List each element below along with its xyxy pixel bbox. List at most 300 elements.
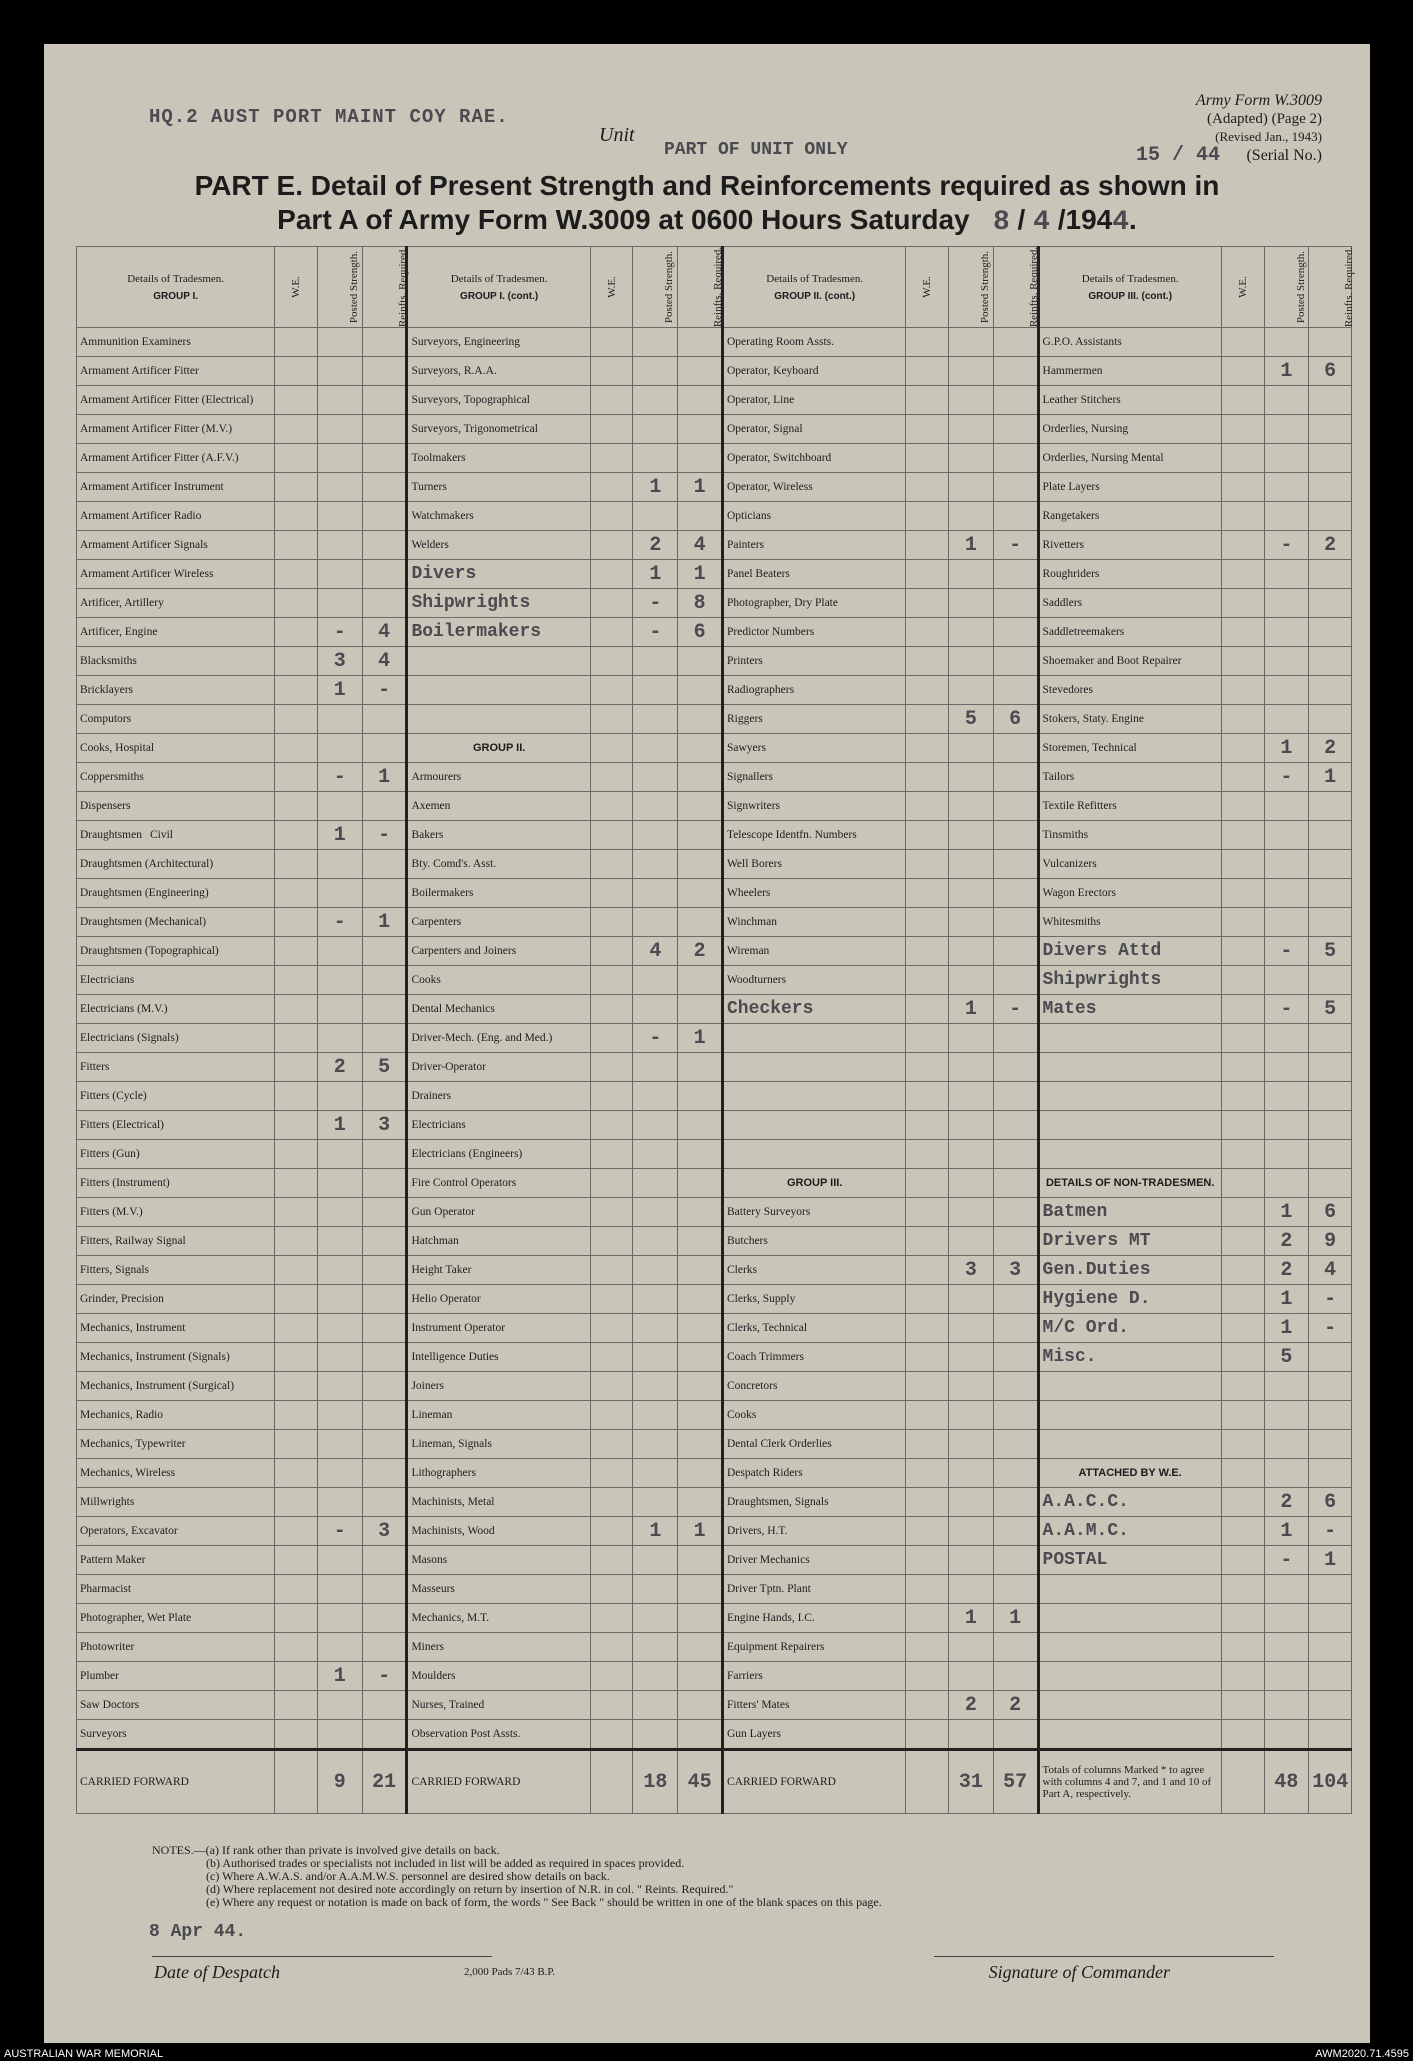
posted-cell bbox=[948, 1546, 993, 1575]
trade-name-c4: Divers Attd bbox=[1038, 937, 1221, 966]
posted-cell bbox=[948, 589, 993, 618]
we-cell bbox=[906, 1140, 949, 1169]
we-cell bbox=[1221, 879, 1264, 908]
trade-name-c2: Carpenters bbox=[407, 908, 590, 937]
posted-cell bbox=[1264, 1111, 1309, 1140]
posted-cell: - bbox=[1264, 937, 1309, 966]
we-cell bbox=[590, 1401, 633, 1430]
cf-g3-posted: 31 bbox=[948, 1750, 993, 1814]
posted-cell bbox=[317, 560, 362, 589]
reinf-cell bbox=[1309, 1459, 1352, 1488]
we-cell bbox=[906, 908, 949, 937]
reinf-cell: 6 bbox=[678, 618, 723, 647]
posted-cell bbox=[633, 502, 678, 531]
posted-cell bbox=[317, 1401, 362, 1430]
trade-name-c3: Woodturners bbox=[722, 966, 905, 995]
trade-name-c2: Driver-Mech. (Eng. and Med.) bbox=[407, 1024, 590, 1053]
we-cell bbox=[590, 1198, 633, 1227]
posted-cell bbox=[1264, 1604, 1309, 1633]
reinf-cell bbox=[362, 879, 407, 908]
reinf-cell bbox=[993, 850, 1038, 879]
we-cell bbox=[906, 415, 949, 444]
trade-name-c1: Fitters, Signals bbox=[77, 1256, 275, 1285]
reinf-cell bbox=[993, 328, 1038, 357]
col-we: W.E. bbox=[1221, 247, 1264, 328]
we-cell bbox=[1221, 1720, 1264, 1750]
posted-cell bbox=[948, 1140, 993, 1169]
posted-cell bbox=[317, 502, 362, 531]
posted-cell bbox=[633, 1256, 678, 1285]
reinf-cell bbox=[1309, 473, 1352, 502]
trade-name-c3: Wireman bbox=[722, 937, 905, 966]
table-row bbox=[77, 1546, 1352, 1575]
reinf-cell bbox=[1309, 1140, 1352, 1169]
posted-cell bbox=[1264, 1372, 1309, 1401]
we-cell bbox=[1221, 473, 1264, 502]
note-b: (b) Authorised trades or specialists not included in list will be added as required in spaces provided. bbox=[206, 1856, 685, 1870]
we-cell bbox=[275, 821, 318, 850]
posted-cell bbox=[633, 328, 678, 357]
reinf-cell bbox=[362, 705, 407, 734]
note-d: (d) Where replacement not desired note accordingly on return by insertion of N.R. in col. " Reints. Required." bbox=[206, 1882, 734, 1896]
trade-name-c3: Painters bbox=[722, 531, 905, 560]
posted-cell bbox=[948, 1082, 993, 1111]
reinf-cell bbox=[678, 1314, 723, 1343]
trade-name-c2: Nurses, Trained bbox=[407, 1691, 590, 1720]
we-cell bbox=[275, 1517, 318, 1546]
table-row bbox=[77, 502, 1352, 531]
reinf-cell bbox=[678, 1140, 723, 1169]
table-row bbox=[77, 1691, 1352, 1720]
table-row bbox=[77, 850, 1352, 879]
we-cell bbox=[1221, 1024, 1264, 1053]
table-row bbox=[77, 1575, 1352, 1604]
reinf-cell bbox=[993, 1227, 1038, 1256]
we-cell bbox=[1221, 937, 1264, 966]
reinf-cell: 2 bbox=[1309, 734, 1352, 763]
cf-g4-reinf: 104 bbox=[1309, 1750, 1352, 1814]
trade-stamp: Civil bbox=[149, 829, 173, 841]
reinf-cell bbox=[1309, 502, 1352, 531]
reinf-cell bbox=[678, 1343, 723, 1372]
we-cell bbox=[1221, 386, 1264, 415]
table-row bbox=[77, 995, 1352, 1024]
serial-number: 15 / 44 bbox=[1135, 144, 1220, 167]
trade-name-c3: Operator, Signal bbox=[722, 415, 905, 444]
posted-cell bbox=[633, 1111, 678, 1140]
we-cell bbox=[906, 1401, 949, 1430]
trade-name-c2: Masons bbox=[407, 1546, 590, 1575]
posted-cell bbox=[1264, 415, 1309, 444]
trade-name-c2: Helio Operator bbox=[407, 1285, 590, 1314]
we-cell bbox=[906, 328, 949, 357]
posted-cell bbox=[948, 1372, 993, 1401]
cf-g2-reinf: 45 bbox=[678, 1750, 723, 1814]
posted-cell bbox=[948, 1111, 993, 1140]
we-cell bbox=[906, 1691, 949, 1720]
trade-name-c4: Hammermen bbox=[1038, 357, 1221, 386]
reinf-cell bbox=[1309, 1720, 1352, 1750]
we-cell bbox=[275, 415, 318, 444]
col-reinfs: Reinfts. Required. bbox=[993, 247, 1038, 328]
trade-name-c1: Fitters (Electrical) bbox=[77, 1111, 275, 1140]
trade-name-c3: Drivers, H.T. bbox=[722, 1517, 905, 1546]
trade-name-c4: A.A.C.C. bbox=[1038, 1488, 1221, 1517]
reinf-cell: 1 bbox=[362, 763, 407, 792]
posted-cell bbox=[633, 763, 678, 792]
table-row bbox=[77, 1372, 1352, 1401]
trade-name-c1: Draughtsmen (Engineering) bbox=[77, 879, 275, 908]
we-cell bbox=[275, 937, 318, 966]
we-cell bbox=[906, 705, 949, 734]
trade-name-c1: Surveyors bbox=[77, 1720, 275, 1750]
reinf-cell bbox=[1309, 1633, 1352, 1662]
reinf-cell bbox=[678, 415, 723, 444]
trade-name-c1: Mechanics, Instrument (Surgical) bbox=[77, 1372, 275, 1401]
reinf-cell bbox=[993, 1488, 1038, 1517]
posted-cell: 2 bbox=[1264, 1227, 1309, 1256]
reinf-cell bbox=[678, 1488, 723, 1517]
trade-name-c2: Instrument Operator bbox=[407, 1314, 590, 1343]
reinf-cell bbox=[1309, 1372, 1352, 1401]
trade-name-c2: Divers bbox=[407, 560, 590, 589]
we-cell bbox=[590, 908, 633, 937]
posted-cell bbox=[1264, 386, 1309, 415]
reinf-cell bbox=[362, 995, 407, 1024]
we-cell bbox=[906, 1285, 949, 1314]
posted-cell bbox=[948, 1430, 993, 1459]
trade-name-c1: Photographer, Wet Plate bbox=[77, 1604, 275, 1633]
trade-name-c1: Coppersmiths bbox=[77, 763, 275, 792]
trade-name-c1: Fitters bbox=[77, 1053, 275, 1082]
trade-name-c1: Electricians (M.V.) bbox=[77, 995, 275, 1024]
posted-cell bbox=[633, 357, 678, 386]
cf-g3-reinf: 57 bbox=[993, 1750, 1038, 1814]
we-cell bbox=[906, 1343, 949, 1372]
trade-name-c4: Rivetters bbox=[1038, 531, 1221, 560]
reinf-cell bbox=[362, 1140, 407, 1169]
trade-name-c1: Armament Artificer Fitter (Electrical) bbox=[77, 386, 275, 415]
reinf-cell bbox=[993, 473, 1038, 502]
carried-forward-row bbox=[77, 1750, 1352, 1814]
posted-cell bbox=[1264, 1140, 1309, 1169]
we-cell bbox=[590, 502, 633, 531]
posted-cell bbox=[633, 850, 678, 879]
reinf-cell bbox=[362, 1227, 407, 1256]
posted-cell bbox=[948, 560, 993, 589]
posted-cell: 1 bbox=[317, 1662, 362, 1691]
trade-name-c3 bbox=[722, 1053, 905, 1082]
we-cell bbox=[906, 386, 949, 415]
reinf-cell bbox=[993, 966, 1038, 995]
we-cell bbox=[275, 647, 318, 676]
trade-name-c2: Watchmakers bbox=[407, 502, 590, 531]
reinf-cell: - bbox=[362, 821, 407, 850]
posted-cell bbox=[633, 1314, 678, 1343]
reinf-cell bbox=[1309, 1082, 1352, 1111]
reinf-cell bbox=[993, 1459, 1038, 1488]
trade-name-c1: Armament Artificer Instrument bbox=[77, 473, 275, 502]
we-cell bbox=[275, 1401, 318, 1430]
reinf-cell bbox=[362, 1285, 407, 1314]
we-cell bbox=[906, 763, 949, 792]
trade-name-c2: Surveyors, Trigonometrical bbox=[407, 415, 590, 444]
trade-name-c2: Welders bbox=[407, 531, 590, 560]
we-cell bbox=[1221, 995, 1264, 1024]
trade-name-c1: Mechanics, Instrument bbox=[77, 1314, 275, 1343]
reinf-cell bbox=[362, 473, 407, 502]
trade-name-c3: Operating Room Assts. bbox=[722, 328, 905, 357]
trade-name-c2: Turners bbox=[407, 473, 590, 502]
trade-name-c3: Well Borers bbox=[722, 850, 905, 879]
we-cell bbox=[1221, 1633, 1264, 1662]
we-cell bbox=[906, 821, 949, 850]
trade-name-c3: Clerks bbox=[722, 1256, 905, 1285]
reinf-cell bbox=[1309, 1024, 1352, 1053]
reinf-cell bbox=[362, 1604, 407, 1633]
posted-cell: 1 bbox=[1264, 1314, 1309, 1343]
reinf-cell bbox=[1309, 1430, 1352, 1459]
we-cell bbox=[590, 560, 633, 589]
reinf-cell: - bbox=[362, 676, 407, 705]
trade-name-c3: Driver Mechanics bbox=[722, 1546, 905, 1575]
we-cell bbox=[275, 502, 318, 531]
we-cell bbox=[590, 473, 633, 502]
we-cell bbox=[906, 1662, 949, 1691]
posted-cell bbox=[1264, 1691, 1309, 1720]
reinf-cell bbox=[678, 1285, 723, 1314]
revised-label: (Revised Jan., 1943) bbox=[1215, 129, 1322, 144]
we-cell bbox=[590, 328, 633, 357]
trade-name-c3: Equipment Repairers bbox=[722, 1633, 905, 1662]
posted-cell bbox=[948, 879, 993, 908]
trade-name-c3 bbox=[722, 1140, 905, 1169]
we-cell bbox=[906, 676, 949, 705]
posted-cell bbox=[1264, 1575, 1309, 1604]
posted-cell bbox=[633, 1401, 678, 1430]
we-cell bbox=[1221, 734, 1264, 763]
trade-name-c1: Artificer, Artillery bbox=[77, 589, 275, 618]
posted-cell bbox=[948, 647, 993, 676]
reinf-cell bbox=[993, 1633, 1038, 1662]
posted-cell: 1 bbox=[633, 473, 678, 502]
we-cell bbox=[906, 647, 949, 676]
reinf-cell: - bbox=[1309, 1517, 1352, 1546]
posted-cell: - bbox=[317, 763, 362, 792]
we-cell bbox=[590, 879, 633, 908]
we-cell bbox=[590, 1372, 633, 1401]
reinf-cell bbox=[993, 1314, 1038, 1343]
reinf-cell bbox=[1309, 676, 1352, 705]
trade-name-c3: Coach Trimmers bbox=[722, 1343, 905, 1372]
table-row bbox=[77, 1140, 1352, 1169]
we-cell bbox=[590, 1111, 633, 1140]
table-row bbox=[77, 1256, 1352, 1285]
reinf-cell bbox=[678, 1604, 723, 1633]
reinf-cell bbox=[993, 1111, 1038, 1140]
posted-cell: 1 bbox=[317, 676, 362, 705]
we-cell bbox=[590, 734, 633, 763]
posted-cell bbox=[1264, 444, 1309, 473]
we-cell bbox=[1221, 415, 1264, 444]
we-cell bbox=[275, 908, 318, 937]
table-row bbox=[77, 1314, 1352, 1343]
unit-stamp: HQ.2 AUST PORT MAINT COY RAE. bbox=[149, 106, 509, 128]
reinf-cell: - bbox=[362, 1662, 407, 1691]
trade-name-c4: Orderlies, Nursing bbox=[1038, 415, 1221, 444]
posted-cell: 2 bbox=[1264, 1256, 1309, 1285]
reinf-cell bbox=[1309, 1401, 1352, 1430]
posted-cell bbox=[633, 908, 678, 937]
we-cell bbox=[590, 1082, 633, 1111]
posted-cell bbox=[948, 1517, 993, 1546]
posted-cell bbox=[948, 792, 993, 821]
reinf-cell bbox=[1309, 328, 1352, 357]
reinf-cell bbox=[993, 1343, 1038, 1372]
posted-cell bbox=[317, 1546, 362, 1575]
trade-name-c4 bbox=[1038, 1720, 1221, 1750]
we-cell bbox=[590, 1430, 633, 1459]
we-cell bbox=[1221, 1372, 1264, 1401]
reinf-cell bbox=[678, 386, 723, 415]
reinf-cell bbox=[1309, 908, 1352, 937]
we-cell bbox=[1221, 1343, 1264, 1372]
reinf-cell bbox=[993, 1285, 1038, 1314]
posted-cell bbox=[317, 589, 362, 618]
we-cell bbox=[1221, 1111, 1264, 1140]
reinf-cell: 1 bbox=[678, 1024, 723, 1053]
reinf-cell: 6 bbox=[1309, 1488, 1352, 1517]
we-cell bbox=[275, 1604, 318, 1633]
note-a: NOTES.—(a) If rank other than private is involved give details on back. bbox=[152, 1843, 500, 1857]
we-cell bbox=[275, 444, 318, 473]
trade-name-c3: Printers bbox=[722, 647, 905, 676]
col-posted: Posted Strength. bbox=[633, 247, 678, 328]
we-cell bbox=[1221, 792, 1264, 821]
we-cell bbox=[590, 1575, 633, 1604]
we-cell bbox=[590, 1285, 633, 1314]
posted-cell: 1 bbox=[633, 1517, 678, 1546]
we-cell bbox=[590, 1459, 633, 1488]
we-cell bbox=[1221, 647, 1264, 676]
we-cell bbox=[1221, 1227, 1264, 1256]
posted-cell bbox=[317, 531, 362, 560]
reinf-cell bbox=[993, 502, 1038, 531]
posted-cell bbox=[317, 328, 362, 357]
trade-name-c1: Electricians (Signals) bbox=[77, 1024, 275, 1053]
reinf-cell bbox=[362, 1546, 407, 1575]
trade-name-c1: Cooks, Hospital bbox=[77, 734, 275, 763]
we-cell bbox=[906, 1256, 949, 1285]
posted-cell bbox=[317, 386, 362, 415]
despatch-date-stamp: 8 Apr 44. bbox=[149, 1922, 247, 1942]
posted-cell: 1 bbox=[1264, 357, 1309, 386]
posted-cell: - bbox=[633, 589, 678, 618]
reinf-cell bbox=[362, 502, 407, 531]
reinf-cell bbox=[362, 1343, 407, 1372]
form-page bbox=[44, 44, 1370, 2043]
posted-cell bbox=[633, 1343, 678, 1372]
we-cell bbox=[1221, 908, 1264, 937]
table-row bbox=[77, 589, 1352, 618]
we-cell bbox=[590, 1662, 633, 1691]
trade-name-c4: POSTAL bbox=[1038, 1546, 1221, 1575]
reinf-cell bbox=[993, 763, 1038, 792]
posted-cell bbox=[948, 1401, 993, 1430]
trade-name-c2: Toolmakers bbox=[407, 444, 590, 473]
posted-cell bbox=[948, 1343, 993, 1372]
despatch-line bbox=[152, 1956, 492, 1957]
posted-cell bbox=[633, 1691, 678, 1720]
posted-cell bbox=[1264, 879, 1309, 908]
we-cell bbox=[1221, 1604, 1264, 1633]
reinf-cell bbox=[678, 734, 723, 763]
table-row bbox=[77, 879, 1352, 908]
reinf-cell bbox=[362, 937, 407, 966]
reinf-cell bbox=[993, 386, 1038, 415]
posted-cell bbox=[317, 937, 362, 966]
we-cell bbox=[906, 966, 949, 995]
trade-name-c1: Pharmacist bbox=[77, 1575, 275, 1604]
we-cell bbox=[906, 850, 949, 879]
cf-label: CARRIED FORWARD bbox=[722, 1750, 905, 1814]
reinf-cell bbox=[678, 966, 723, 995]
we-cell bbox=[590, 589, 633, 618]
part-of-unit-stamp: PART OF UNIT ONLY bbox=[664, 140, 848, 160]
col-we: W.E. bbox=[590, 247, 633, 328]
posted-cell bbox=[1264, 792, 1309, 821]
we-cell bbox=[275, 328, 318, 357]
reinf-cell bbox=[993, 415, 1038, 444]
reinf-cell bbox=[362, 1575, 407, 1604]
reinf-cell bbox=[362, 1633, 407, 1662]
we-cell bbox=[906, 357, 949, 386]
reinf-cell bbox=[362, 966, 407, 995]
we-cell bbox=[275, 531, 318, 560]
posted-cell bbox=[948, 1314, 993, 1343]
posted-cell bbox=[317, 1691, 362, 1720]
reinf-cell bbox=[362, 734, 407, 763]
posted-cell bbox=[317, 1082, 362, 1111]
posted-cell: 1 bbox=[1264, 734, 1309, 763]
posted-cell bbox=[948, 1662, 993, 1691]
we-cell bbox=[1221, 531, 1264, 560]
we-cell bbox=[906, 1372, 949, 1401]
table-row bbox=[77, 937, 1352, 966]
posted-cell bbox=[948, 1720, 993, 1750]
table-row bbox=[77, 444, 1352, 473]
reinf-cell bbox=[993, 821, 1038, 850]
posted-cell bbox=[633, 1285, 678, 1314]
we-cell bbox=[906, 937, 949, 966]
we-cell bbox=[275, 1691, 318, 1720]
we-cell bbox=[275, 1343, 318, 1372]
we-cell bbox=[275, 1662, 318, 1691]
reinf-cell bbox=[1309, 647, 1352, 676]
reinf-cell: 3 bbox=[362, 1111, 407, 1140]
we-cell bbox=[1221, 676, 1264, 705]
posted-cell bbox=[1264, 1082, 1309, 1111]
trade-name-c1: Draughtsmen (Mechanical) bbox=[77, 908, 275, 937]
table-row bbox=[77, 821, 1352, 850]
we-cell bbox=[590, 357, 633, 386]
reinf-cell bbox=[1309, 415, 1352, 444]
trade-name-c3: Checkers bbox=[722, 995, 905, 1024]
note-e: (e) Where any request or notation is made on back of form, the words " See Back " should be written in one of the blank spaces on this page. bbox=[206, 1895, 882, 1909]
trade-name-c1: Draughtsmen Civil bbox=[77, 821, 275, 850]
we-cell bbox=[590, 386, 633, 415]
trade-name-c1: Fitters (Cycle) bbox=[77, 1082, 275, 1111]
